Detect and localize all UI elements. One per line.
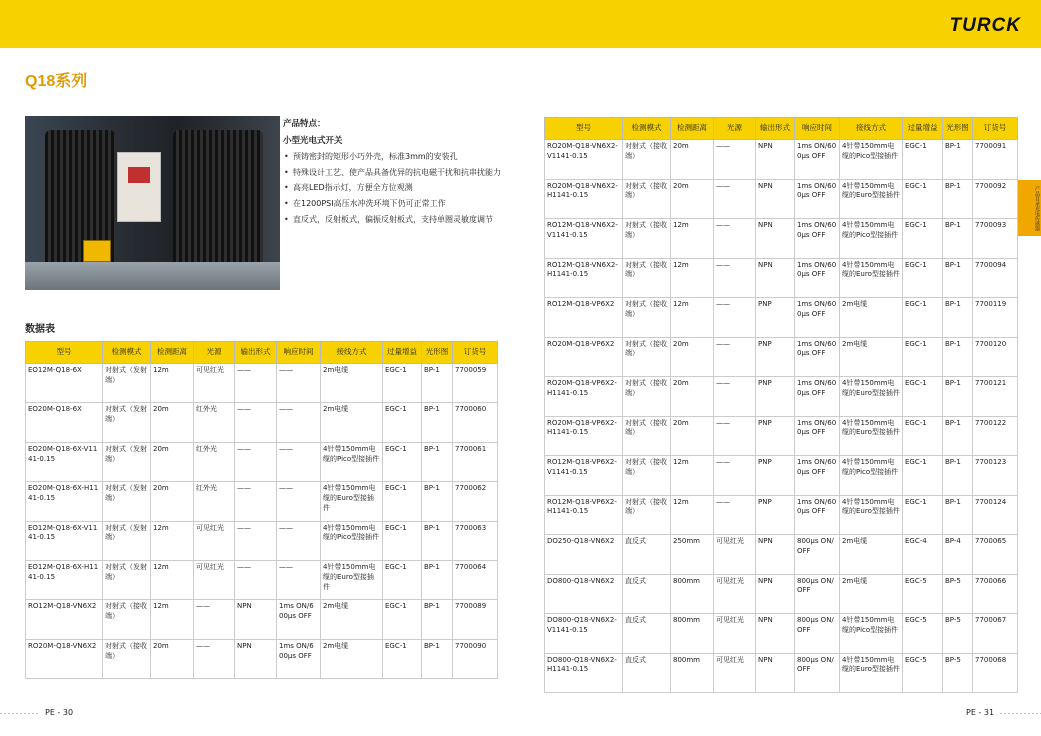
table-cell: BP-1 [943,219,973,259]
table-cell: —— [235,560,277,599]
table-cell: 2m电缆 [321,600,383,639]
table-cell: 800mm [671,614,714,654]
table-cell: RO12M-Q18-VN6X2-V1141-0.15 [545,219,623,259]
table-cell: BP-1 [943,179,973,219]
table-cell: EGC-1 [383,600,422,639]
table-cell: RO20M-Q18-VN6X2 [26,639,103,678]
table-cell: 对射式（发射端） [103,364,151,403]
table-row [545,337,1018,377]
table-cell: BP-4 [943,535,973,575]
table-cell: 可见红光 [194,521,235,560]
table-cell: 7700090 [453,639,498,678]
table-cell: 4针带150mm电缆的Euro型接插件 [321,560,383,599]
table-cell: PNP [756,456,795,496]
table-cell: 7700122 [973,416,1018,456]
table-cell: EGC-1 [903,337,943,377]
table-row [545,140,1018,180]
table-cell: 12m [671,456,714,496]
table-cell: —— [277,442,321,481]
table-cell: BP-1 [943,495,973,535]
column-header: 过量增益 [383,342,422,364]
table-row [545,574,1018,614]
table-cell: 20m [151,403,194,442]
page-title: Q18系列 [25,73,88,90]
table-cell: RO20M-Q18-VN6X2-H1141-0.15 [545,179,623,219]
column-header: 响应时间 [277,342,321,364]
table-cell: 20m [151,639,194,678]
column-header: 响应时间 [795,118,840,140]
table-cell: EGC-1 [903,219,943,259]
table-cell: EGC-1 [903,258,943,298]
header-bar [0,0,1041,48]
table-cell: PNP [756,495,795,535]
table-cell: EO20M-Q18-6X-H1141-0.15 [26,482,103,521]
table-cell: PNP [756,337,795,377]
table-cell: 4针带150mm电缆的Pico型接插件 [321,442,383,481]
table-cell: 对射式（接收端） [623,337,671,377]
table-cell: —— [235,521,277,560]
table-cell: 4针带150mm电缆的Pico型接插件 [840,614,903,654]
table-cell: BP-1 [422,442,453,481]
table-cell: EGC-1 [383,639,422,678]
table-cell: EGC-1 [383,482,422,521]
table-cell: 对射式（发射端） [103,560,151,599]
table-cell: EGC-1 [383,403,422,442]
table-cell: 800mm [671,574,714,614]
table-cell: 对射式（接收端） [623,377,671,417]
table-cell: 20m [151,482,194,521]
table-cell: EGC-1 [903,140,943,180]
table-cell: —— [235,403,277,442]
table-cell: 20m [671,179,714,219]
table-row [26,639,498,678]
table-cell: 直反式 [623,614,671,654]
turck-logo: TURCK [949,15,1021,36]
table-cell: —— [277,364,321,403]
table-cell: 7700063 [453,521,498,560]
table-cell: 7700065 [973,535,1018,575]
table-cell: —— [277,521,321,560]
table-cell: 12m [671,219,714,259]
table-cell: 800mm [671,653,714,693]
table-cell: 20m [671,140,714,180]
column-header: 检测距离 [671,118,714,140]
table-cell: 可见红光 [714,574,756,614]
column-header: 光形图 [422,342,453,364]
table-cell: 4针带150mm电缆的Euro型接插件 [840,179,903,219]
table-cell: —— [714,140,756,180]
table-cell: BP-1 [943,140,973,180]
table-cell: PNP [756,377,795,417]
table-row [26,482,498,521]
table-cell: 对射式（接收端） [623,456,671,496]
table-cell: EGC-1 [383,442,422,481]
column-header: 光形图 [943,118,973,140]
table-cell: 红外光 [194,482,235,521]
table-cell: NPN [235,639,277,678]
table-cell: 对射式（接收端） [623,298,671,338]
table-cell: 对射式（接收端） [103,600,151,639]
table-cell: 2m电缆 [840,574,903,614]
product-photo [25,116,280,290]
table-row [26,600,498,639]
table-cell: BP-5 [943,574,973,614]
table-cell: 1ms ON/600µs OFF [795,219,840,259]
table-cell: 2m电缆 [321,639,383,678]
table-cell: BP-1 [943,416,973,456]
table-cell: 7700094 [973,258,1018,298]
table-cell: 7700064 [453,560,498,599]
table-cell: BP-1 [943,298,973,338]
table-cell: 对射式（接收端） [623,495,671,535]
table-cell: 4针带150mm电缆的Pico型接插件 [321,521,383,560]
table-cell: 12m [151,560,194,599]
table-cell: EGC-1 [903,495,943,535]
table-cell: 对射式（发射端） [103,482,151,521]
table-cell: EGC-5 [903,614,943,654]
table-cell: NPN [756,179,795,219]
feature-item: • 特殊设计工艺、使产品具备优异的抗电磁干扰和抗串扰能力 [283,165,523,181]
table-cell: EGC-1 [903,298,943,338]
table-cell: 1ms ON/600µs OFF [795,258,840,298]
table-row [26,364,498,403]
column-header: 型号 [545,118,623,140]
table-cell: 2m电缆 [840,298,903,338]
table-cell: NPN [756,614,795,654]
table-cell: —— [714,377,756,417]
table-cell: 可见红光 [194,364,235,403]
table-cell: BP-1 [422,364,453,403]
table-cell: BP-1 [422,482,453,521]
features-block [283,116,523,227]
table-cell: 7700066 [973,574,1018,614]
table-cell: —— [277,403,321,442]
column-header: 型号 [26,342,103,364]
table-cell: —— [235,442,277,481]
column-header: 订货号 [973,118,1018,140]
features-subheading: 小型光电式开关 [283,135,343,146]
table-cell: EGC-1 [903,456,943,496]
column-header: 输出形式 [756,118,795,140]
table-cell: —— [194,600,235,639]
table-cell: 20m [671,416,714,456]
table-cell: 7700119 [973,298,1018,338]
column-header: 订货号 [453,342,498,364]
table-cell: 20m [151,442,194,481]
table-cell: BP-1 [943,377,973,417]
table-cell: EGC-1 [903,416,943,456]
table-cell: —— [714,179,756,219]
footer-divider [0,713,40,714]
table-cell: 对射式（接收端） [103,639,151,678]
table-cell: EGC-1 [383,560,422,599]
table-cell: RO12M-Q18-VN6X2 [26,600,103,639]
footer-divider [1000,713,1041,714]
table-cell: 800µs ON/OFF [795,574,840,614]
table-cell: NPN [235,600,277,639]
datasheet-table-left [25,341,498,679]
table-cell: 对射式（发射端） [103,521,151,560]
table-cell: 对射式（接收端） [623,179,671,219]
table-cell: —— [714,416,756,456]
table-cell: EO12M-Q18-6X [26,364,103,403]
table-cell: 12m [671,495,714,535]
column-header: 检测距离 [151,342,194,364]
table-cell: BP-1 [943,337,973,377]
table-cell: —— [714,298,756,338]
table-cell: BP-1 [422,521,453,560]
table-row [545,416,1018,456]
table-cell: 800µs ON/OFF [795,535,840,575]
feature-item: • 预铸密封的矩形小巧外壳，标准3mm的安装孔 [283,149,523,165]
table-cell: 1ms ON/600µs OFF [795,179,840,219]
table-cell: NPN [756,219,795,259]
table-cell: DO800-Q18-VN6X2-H1141-0.15 [545,653,623,693]
table-cell: 7700062 [453,482,498,521]
table-row [545,258,1018,298]
table-cell: —— [714,337,756,377]
table-row [545,495,1018,535]
table-cell: BP-1 [943,258,973,298]
datasheet-table-right [544,117,1018,693]
table-cell: 对射式（接收端） [623,219,671,259]
table-cell: BP-1 [943,456,973,496]
table-cell: 对射式（接收端） [623,416,671,456]
table-cell: 2m电缆 [321,364,383,403]
table-cell: 1ms ON/600µs OFF [795,337,840,377]
page-number-left: PE - 30 [45,708,74,717]
table-cell: RO12M-Q18-VP6X2-V1141-0.15 [545,456,623,496]
feature-item: • 直反式，反射板式，偏振反射板式，支持单圈灵敏度调节 [283,212,523,228]
table-row [545,377,1018,417]
table-cell: 7700061 [453,442,498,481]
table-row [26,521,498,560]
column-header: 光源 [714,118,756,140]
table-cell: EGC-1 [383,521,422,560]
table-cell: 4针带150mm电缆的Euro型接插件 [840,495,903,535]
column-header: 过量增益 [903,118,943,140]
table-cell: 20m [671,377,714,417]
table-cell: 1ms ON/600µs OFF [795,140,840,180]
table-cell: EGC-1 [383,364,422,403]
table-cell: PNP [756,298,795,338]
table-cell: 7700067 [973,614,1018,654]
table-cell: RO20M-Q18-VP6X2-H1141-0.15 [545,377,623,417]
table-row [26,442,498,481]
table-cell: —— [235,482,277,521]
table-cell: 7700091 [973,140,1018,180]
table-cell: 7700059 [453,364,498,403]
table-cell: EGC-1 [903,377,943,417]
column-header: 检测模式 [103,342,151,364]
table-cell: 2m电缆 [840,337,903,377]
table-row [545,219,1018,259]
table-cell: —— [714,219,756,259]
table-row [545,179,1018,219]
table-cell: DO250-Q18-VN6X2 [545,535,623,575]
table-cell: 可见红光 [714,653,756,693]
table-cell: 7700089 [453,600,498,639]
table-cell: BP-1 [422,403,453,442]
table-cell: 800µs ON/OFF [795,653,840,693]
table-cell: RO12M-Q18-VP6X2 [545,298,623,338]
table-cell: 直反式 [623,574,671,614]
table-cell: NPN [756,535,795,575]
table-cell: EGC-1 [903,179,943,219]
table-cell: 7700092 [973,179,1018,219]
table-cell: 4针带150mm电缆的Euro型接插件 [840,653,903,693]
feature-item: • 高亮LED指示灯，方便全方位观测 [283,180,523,196]
table-cell: BP-1 [422,560,453,599]
table-row [26,560,498,599]
table-cell: EO20M-Q18-6X-V1141-0.15 [26,442,103,481]
table-cell: 4针带150mm电缆的Pico型接插件 [840,456,903,496]
table-cell: 4针带150mm电缆的Euro型接插件 [321,482,383,521]
table-cell: 1ms ON/600µs OFF [795,456,840,496]
table-cell: 4针带150mm电缆的Euro型接插件 [840,377,903,417]
table-cell: 对射式（接收端） [623,140,671,180]
table-cell: EO20M-Q18-6X [26,403,103,442]
table-cell: 7700068 [973,653,1018,693]
table-cell: —— [714,456,756,496]
table-cell: —— [235,364,277,403]
table-cell: 4针带150mm电缆的Euro型接插件 [840,258,903,298]
table-cell: 1ms ON/600µs OFF [277,639,321,678]
table-cell: RO20M-Q18-VP6X2-H1141-0.15 [545,416,623,456]
table-cell: 红外光 [194,442,235,481]
feature-item: • 在1200PSI高压水冲洗环境下仍可正常工作 [283,196,523,212]
table-cell: BP-1 [422,639,453,678]
column-header: 输出形式 [235,342,277,364]
column-header: 接线方式 [321,342,383,364]
table-row [545,535,1018,575]
table-cell: NPN [756,574,795,614]
table-cell: 直反式 [623,535,671,575]
table-cell: 7700124 [973,495,1018,535]
section-side-tab[interactable]: 产品目录光电传感器 [1018,180,1041,236]
table-cell: 2m电缆 [321,403,383,442]
table-cell: DO800-Q18-VN6X2 [545,574,623,614]
table-cell: 直反式 [623,653,671,693]
table-cell: —— [194,639,235,678]
table-cell: 12m [151,600,194,639]
table-cell: 可见红光 [194,560,235,599]
table-cell: 可见红光 [714,535,756,575]
table-cell: DO800-Q18-VN6X2-V1141-0.15 [545,614,623,654]
table-cell: 250mm [671,535,714,575]
table-cell: 7700123 [973,456,1018,496]
table-row [545,456,1018,496]
table-cell: EGC-4 [903,535,943,575]
page-number-right: PE - 31 [966,708,995,717]
table-cell: 1ms ON/600µs OFF [795,377,840,417]
table-cell: 红外光 [194,403,235,442]
table-cell: EGC-5 [903,574,943,614]
datasheet-title: 数据表 [25,324,55,335]
table-cell: RO20M-Q18-VP6X2 [545,337,623,377]
table-cell: 800µs ON/OFF [795,614,840,654]
table-cell: 可见红光 [714,614,756,654]
table-row [545,298,1018,338]
table-cell: 7700121 [973,377,1018,417]
table-cell: 1ms ON/600µs OFF [795,416,840,456]
table-cell: NPN [756,258,795,298]
table-cell: —— [714,495,756,535]
table-cell: NPN [756,653,795,693]
table-cell: EGC-5 [903,653,943,693]
table-cell: 7700060 [453,403,498,442]
column-header: 光源 [194,342,235,364]
table-cell: RO12M-Q18-VN6X2-H1141-0.15 [545,258,623,298]
table-row [545,653,1018,693]
table-cell: 对射式（接收端） [623,258,671,298]
table-cell: BP-5 [943,653,973,693]
table-cell: 2m电缆 [840,535,903,575]
table-cell: —— [277,560,321,599]
table-cell: 对射式（发射端） [103,442,151,481]
table-cell: RO20M-Q18-VN6X2-V1141-0.15 [545,140,623,180]
table-cell: 4针带150mm电缆的Euro型接插件 [840,416,903,456]
table-cell: EO12M-Q18-6X-H1141-0.15 [26,560,103,599]
table-cell: 1ms ON/600µs OFF [277,600,321,639]
table-cell: RO12M-Q18-VP6X2-H1141-0.15 [545,495,623,535]
table-cell: 7700093 [973,219,1018,259]
table-cell: —— [714,258,756,298]
table-row [26,403,498,442]
table-cell: PNP [756,416,795,456]
table-cell: 4针带150mm电缆的Pico型接插件 [840,140,903,180]
column-header: 接线方式 [840,118,903,140]
table-cell: 12m [671,258,714,298]
table-cell: NPN [756,140,795,180]
table-cell: 20m [671,337,714,377]
table-row [545,614,1018,654]
table-cell: 1ms ON/600µs OFF [795,298,840,338]
table-cell: 12m [671,298,714,338]
table-cell: BP-1 [422,600,453,639]
table-cell: 12m [151,521,194,560]
table-cell: EO12M-Q18-6X-V1141-0.15 [26,521,103,560]
table-cell: —— [277,482,321,521]
column-header: 检测模式 [623,118,671,140]
table-cell: 4针带150mm电缆的Pico型接插件 [840,219,903,259]
table-cell: BP-5 [943,614,973,654]
table-cell: 1ms ON/600µs OFF [795,495,840,535]
table-cell: 12m [151,364,194,403]
table-cell: 7700120 [973,337,1018,377]
features-heading: 产品特点： [283,119,326,129]
table-cell: 对射式（发射端） [103,403,151,442]
